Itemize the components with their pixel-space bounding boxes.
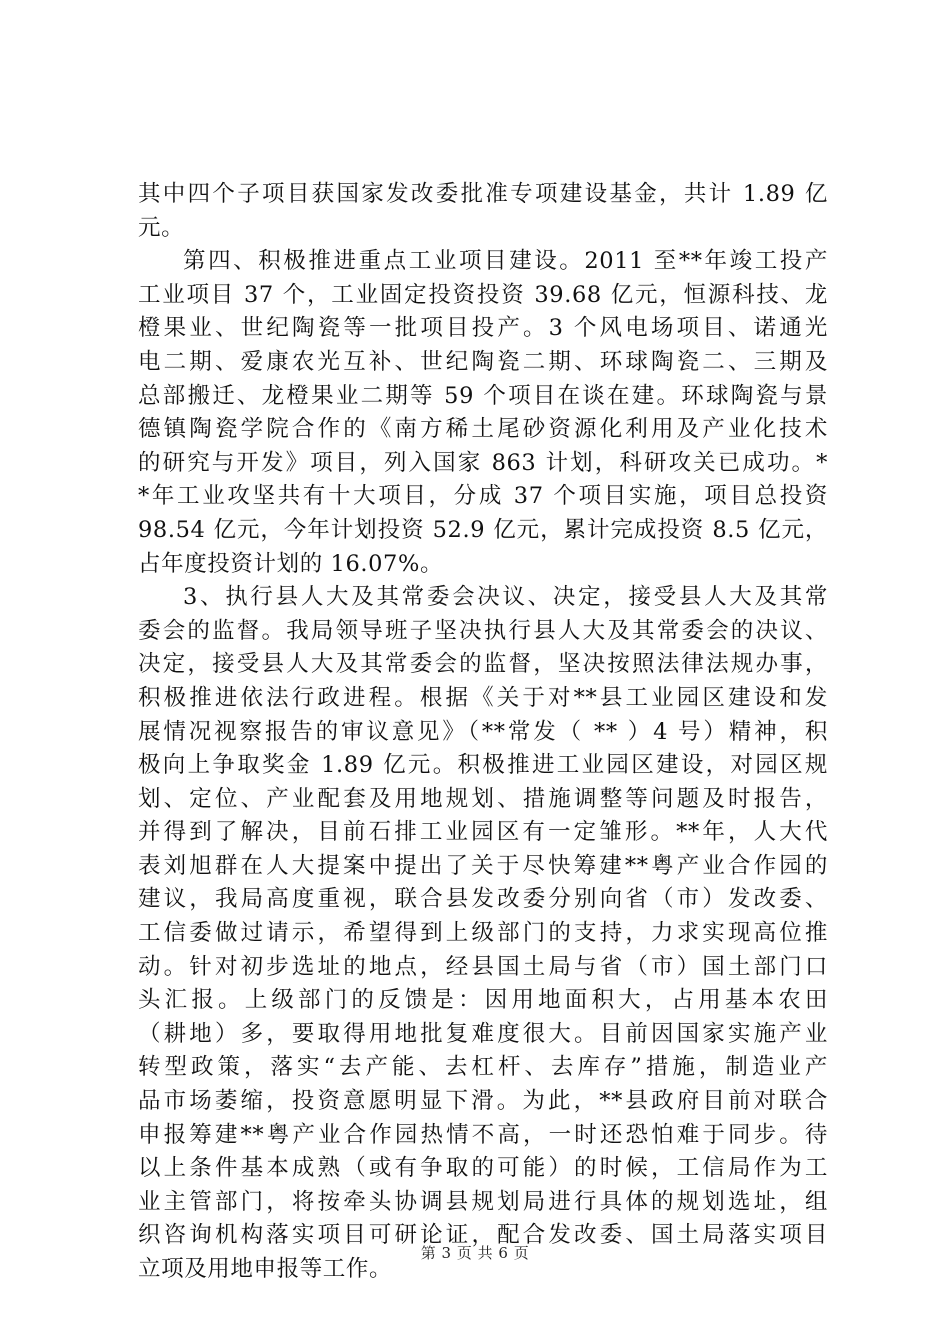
text-line: 建议，我局高度重视，联合县发改委分别向省（市）发改委、: [138, 886, 828, 913]
text-line: 展情况视察报告的审议意见》（**常发（ ** ）4 号）精神，积: [138, 718, 828, 745]
text-line: *年工业攻坚共有十大项目，分成 37 个项目实施，项目总投资: [138, 483, 828, 510]
text-line: 德镇陶瓷学院合作的《南方稀土尾砂资源化利用及产业化技术: [138, 416, 828, 443]
paragraph-first-line: 第四、积极推进重点工业项目建设。2011 至**年竣工投产: [183, 248, 828, 275]
text-line: 电二期、爱康农光互补、世纪陶瓷二期、环球陶瓷二、三期及: [138, 348, 828, 375]
text-line: 决定，接受县人大及其常委会的监督，坚决按照法律法规办事，: [138, 651, 828, 678]
text-line: 的研究与开发》项目，列入国家 863 计划，科研攻关已成功。*: [138, 449, 828, 476]
text-line: （耕地）多，要取得用地批复难度很大。目前因国家实施产业: [138, 1020, 828, 1047]
text-line: 其中四个子项目获国家发改委批准专项建设基金，共计 1.89 亿: [138, 181, 828, 207]
text-line: 转型政策，落实“去产能、去杠杆、去库存”措施，制造业产: [138, 1054, 828, 1081]
text-line: 元。: [138, 214, 185, 241]
text-line: 总部搬迁、龙橙果业二期等 59 个项目在谈在建。环球陶瓷与景: [138, 382, 828, 409]
text-line: 品市场萎缩，投资意愿明显下滑。为此，**县政府目前对联合: [138, 1088, 828, 1115]
page-number-footer: 第 3 页 共 6 页: [420, 1244, 530, 1262]
text-line: 动。针对初步选址的地点，经县国土局与省（市）国土部门口: [138, 953, 828, 980]
text-line: 头汇报。上级部门的反馈是：因用地面积大，占用基本农田: [138, 987, 828, 1014]
text-line: 立项及用地申报等工作。: [138, 1256, 393, 1282]
text-line: 并得到了解决，目前石排工业园区有一定雏形。**年，人大代: [138, 819, 828, 846]
text-line: 98.54 亿元，今年计划投资 52.9 亿元，累计完成投资 8.5 亿元，: [138, 516, 828, 543]
text-line: 工信委做过请示，希望得到上级部门的支持，力求实现高位推: [138, 920, 828, 947]
text-line: 以上条件基本成熟（或有争取的可能）的时候，工信局作为工: [138, 1155, 828, 1182]
text-line: 极向上争取奖金 1.89 亿元。积极推进工业园区建设，对园区规: [138, 752, 828, 779]
text-line: 业主管部门，将按牵头协调县规划局进行具体的规划选址，组: [138, 1188, 828, 1215]
text-line: 申报筹建**粤产业合作园热情不高，一时还恐怕难于同步。待: [138, 1121, 828, 1148]
text-line: 委会的监督。我局领导班子坚决执行县人大及其常委会的决议、: [138, 617, 828, 644]
text-line: 工业项目 37 个，工业固定投资投资 39.68 亿元，恒源科技、龙: [138, 281, 828, 308]
text-line: 积极推进依法行政进程。根据《关于对**县工业园区建设和发: [138, 684, 828, 711]
text-line: 占年度投资计划的 16.07%。: [138, 550, 444, 577]
document-body: [138, 178, 828, 1287]
text-line: 划、定位、产业配套及用地规划、措施调整等问题及时报告，: [138, 785, 828, 812]
text-line: 织咨询机构落实项目可研论证，配合发改委、国土局落实项目: [138, 1222, 828, 1249]
text-line: 表刘旭群在人大提案中提出了关于尽快筹建**粤产业合作园的: [138, 852, 828, 879]
paragraph-first-line: 3、执行县人大及其常委会决议、决定，接受县人大及其常: [183, 584, 828, 611]
text-line: 橙果业、世纪陶瓷等一批项目投产。3 个风电场项目、诺通光: [138, 315, 828, 342]
